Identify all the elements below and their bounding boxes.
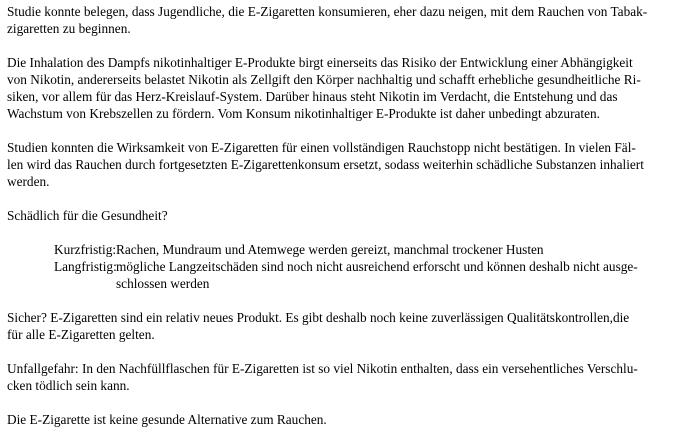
list-term: Kurzfristig: — [54, 242, 117, 257]
paragraph-study-youth — [7, 3, 675, 37]
text-line: Sicher? E-Zigaretten sind ein relativ neues Produkt. Es gibt deshalb noch keine zuverlässigen Qualitätskontrollen,die — [7, 310, 630, 325]
text-line: len wird das Rauchen durch fortgesetzten E-Zigarettenkonsum ersetzt, sodass weiterhin schädliche Substanzen inhaliert — [7, 157, 644, 172]
document-body — [7, 3, 675, 445]
paragraph-nicotine-risks — [7, 54, 675, 122]
paragraph-health-question — [7, 207, 675, 224]
list-item-continuation: schlossen werden — [116, 276, 210, 291]
text-line: von Nikotin, andererseits belastet Nikotin als Zellgift den Körper nachhaltig und schafft erhebliche gesundheitliche Ri- — [7, 72, 641, 87]
list-text: Rachen, Mundraum und Atemwege werden gereizt, manchmal trockener Husten — [116, 242, 544, 257]
text-line: Wachstum von Krebszellen zu fördern. Vom Konsum nikotinhaltiger E-Produkte ist daher unbedingt abzuraten. — [7, 106, 600, 121]
paragraph-smoking-cessation — [7, 139, 675, 190]
paragraph-safety — [7, 309, 675, 343]
text-line: zigaretten zu beginnen. — [7, 21, 131, 36]
text-line: cken tödlich sein kann. — [7, 378, 130, 393]
paragraph-conclusion — [7, 411, 675, 428]
list-text: mögliche Langzeitschäden sind noch nicht ausreichend erforscht und können deshalb nicht ausge- — [116, 259, 638, 274]
list-item-short-term — [54, 241, 675, 258]
text-line: für alle E-Zigaretten gelten. — [7, 327, 155, 342]
list-term: Langfristig: — [54, 259, 117, 274]
text-line: Studien konnten die Wirksamkeit von E-Zigaretten für einen vollständigen Rauchstopp nicht bestätigen. In vielen Fäl- — [7, 140, 636, 155]
text-line: werden. — [7, 174, 50, 189]
text-line: Die Inhalation des Dampfs nikotinhaltiger E-Produkte birgt einerseits das Risiko der Entwicklung einer Abhängigkeit — [7, 55, 633, 70]
text-line: Studie konnte belegen, dass Jugendliche, die E-Zigaretten konsumieren, eher dazu neigen, mit dem Rauchen von Tabak- — [7, 4, 648, 19]
health-effects-list — [54, 241, 675, 292]
text-line: Unfallgefahr: In den Nachfüllflaschen für E-Zigaretten ist so viel Nikotin enthalten, dass ein versehentliches Verschlu- — [7, 361, 638, 376]
text-line: Die E-Zigarette ist keine gesunde Alternative zum Rauchen. — [7, 412, 327, 427]
text-line: Schädlich für die Gesundheit? — [7, 208, 168, 223]
text-line: siken, vor allem für das Herz-Kreislauf-System. Darüber hinaus steht Nikotin im Verdacht, die Entstehung und das — [7, 89, 618, 104]
list-item-long-term — [54, 258, 675, 275]
paragraph-accident-risk — [7, 360, 675, 394]
